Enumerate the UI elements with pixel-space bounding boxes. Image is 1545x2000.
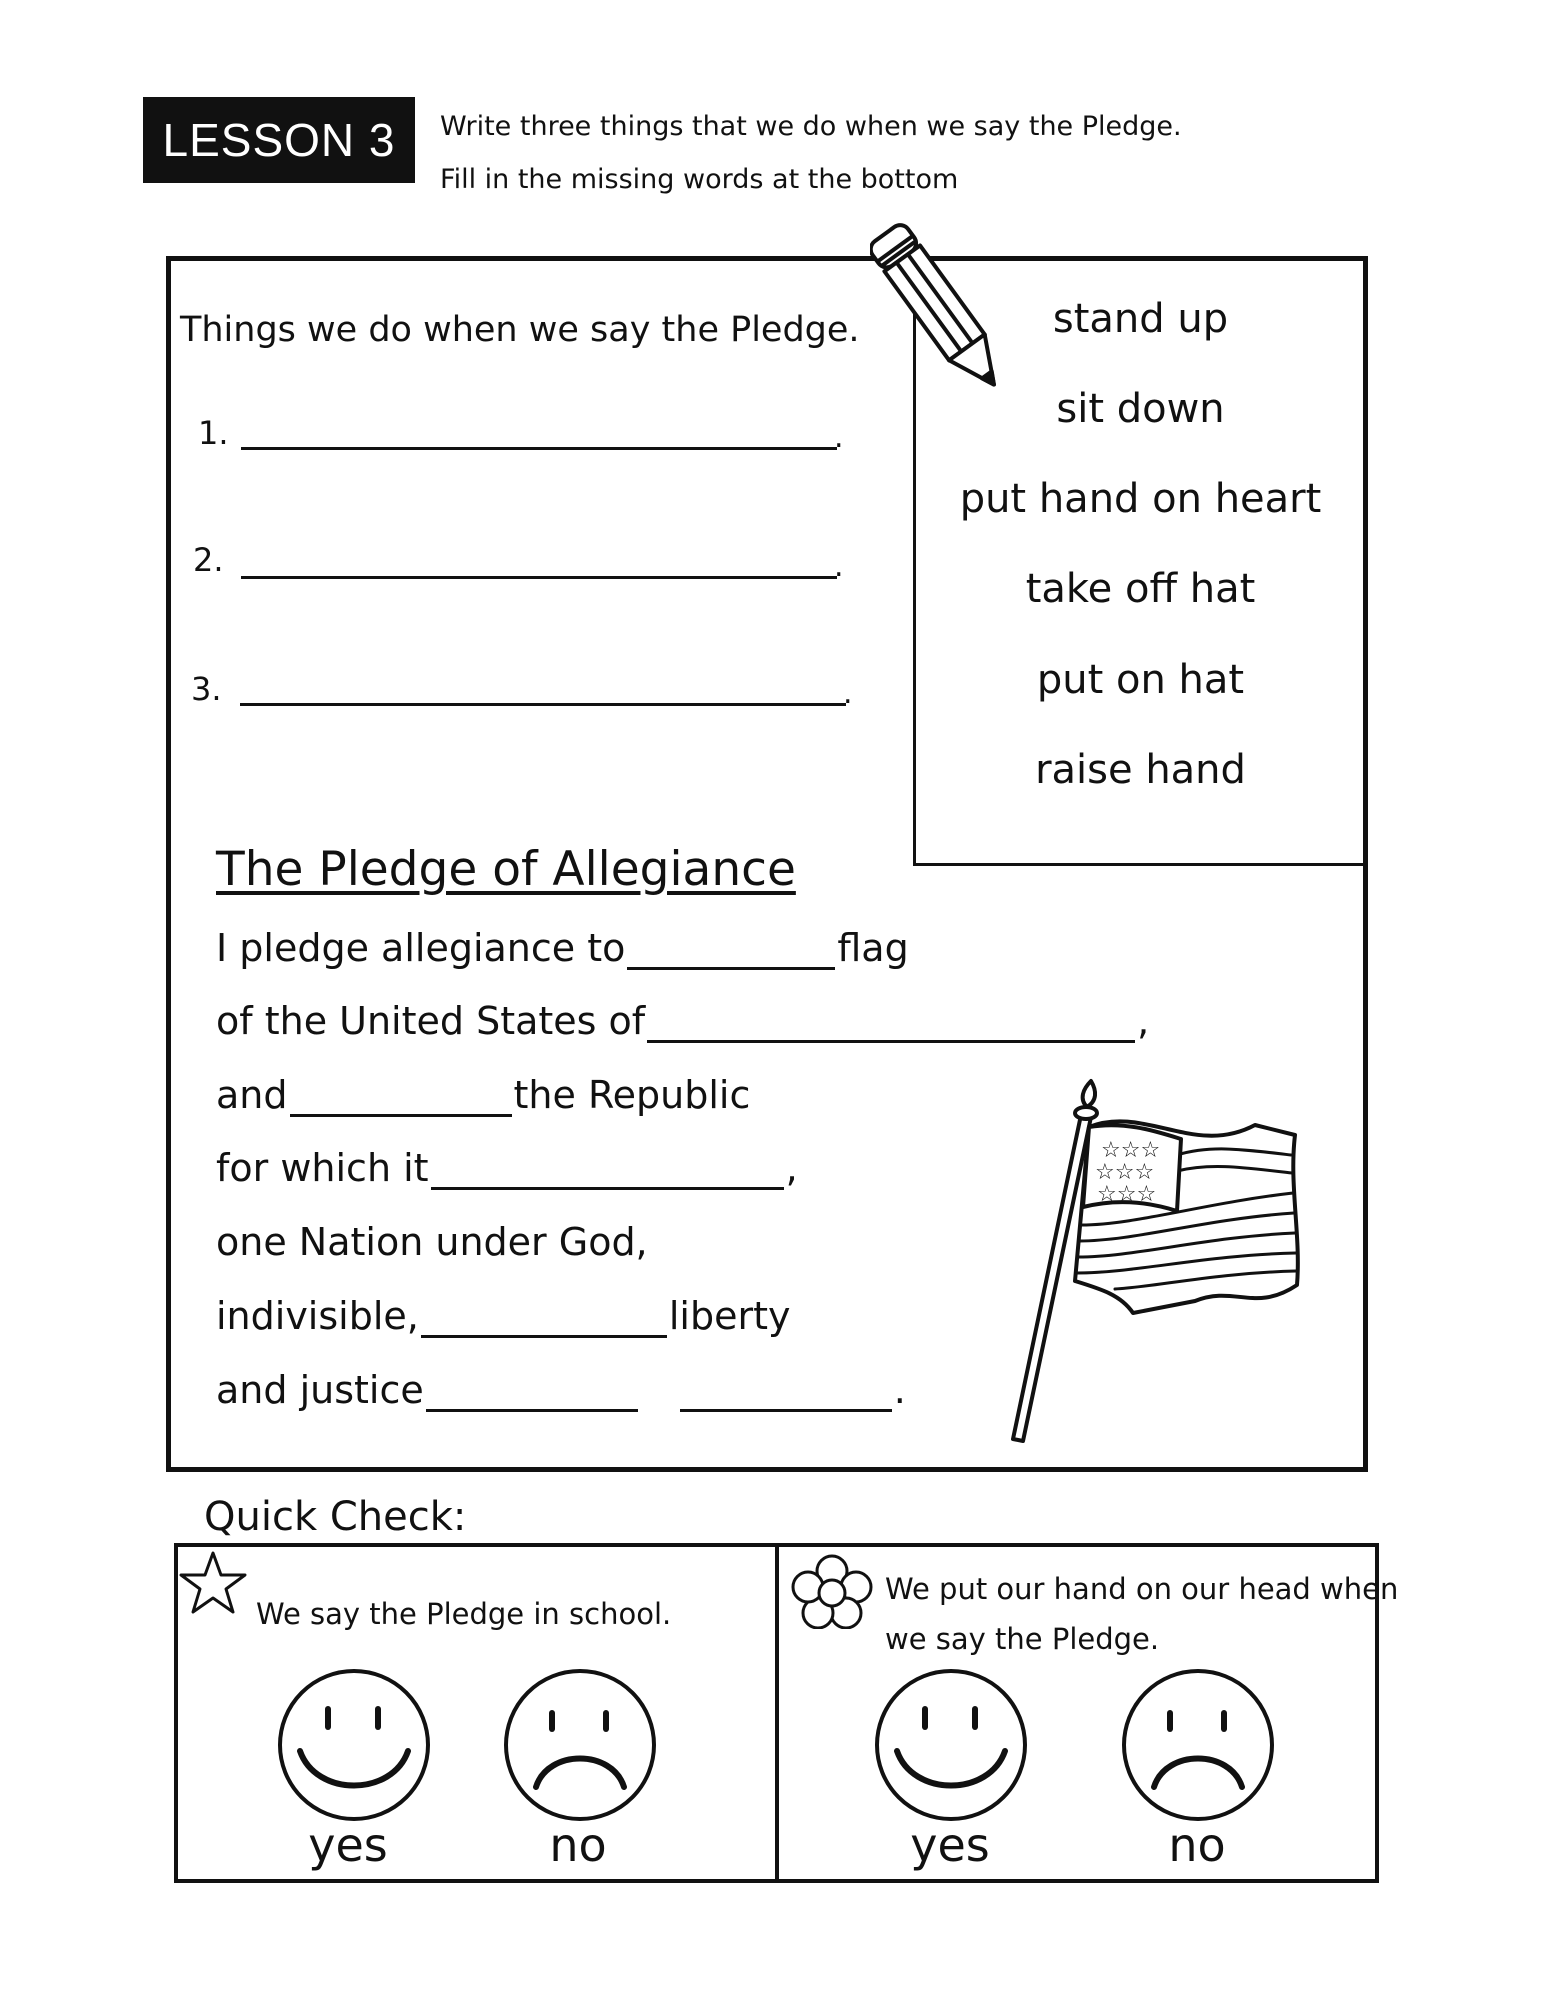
pledge-blank[interactable] bbox=[426, 1373, 638, 1412]
pledge-blank[interactable] bbox=[290, 1078, 512, 1117]
pledge-text: , bbox=[1137, 999, 1150, 1043]
pledge-text: . bbox=[893, 1368, 906, 1412]
pledge-blank[interactable] bbox=[647, 1004, 1135, 1043]
pledge-text: indivisible, bbox=[216, 1294, 419, 1338]
smiley-face-icon[interactable] bbox=[276, 1667, 432, 1823]
pledge-text: I pledge allegiance to bbox=[216, 926, 626, 970]
pledge-text: liberty bbox=[668, 1294, 791, 1338]
no-label: no bbox=[1168, 1818, 1226, 1872]
quick-check-question-2-line-2: we say the Pledge. bbox=[885, 1622, 1160, 1656]
quick-check-question-2-line-1: We put our hand on our head when bbox=[885, 1572, 1399, 1606]
pledge-line-5 bbox=[216, 1220, 648, 1264]
word-bank-item: put hand on heart bbox=[959, 476, 1322, 522]
no-label: no bbox=[549, 1818, 607, 1872]
pledge-text: of the United States of bbox=[216, 999, 646, 1043]
word-bank-item: stand up bbox=[1052, 296, 1229, 342]
answer-number-2: 2. bbox=[193, 541, 224, 579]
pledge-blank[interactable] bbox=[421, 1299, 667, 1338]
word-bank-item: take off hat bbox=[1025, 566, 1256, 612]
pledge-blank[interactable] bbox=[431, 1151, 784, 1190]
pledge-line-4 bbox=[216, 1146, 798, 1190]
pledge-text: and bbox=[216, 1073, 288, 1117]
pledge-blank[interactable] bbox=[627, 931, 835, 970]
yes-label: yes bbox=[308, 1818, 388, 1872]
quick-check-question-1: We say the Pledge in school. bbox=[256, 1597, 672, 1631]
answer-number-1: 1. bbox=[198, 414, 229, 452]
svg-text:☆☆☆: ☆☆☆ bbox=[1097, 1182, 1157, 1207]
pledge-line-7 bbox=[216, 1368, 906, 1412]
things-title: Things we do when we say the Pledge. bbox=[180, 310, 860, 350]
word-bank-item: sit down bbox=[1056, 386, 1225, 432]
flower-icon bbox=[790, 1553, 874, 1629]
pledge-line-2 bbox=[216, 999, 1149, 1043]
pledge-line-1 bbox=[216, 926, 909, 970]
lesson-badge: LESSON 3 bbox=[143, 97, 415, 183]
pledge-text: , bbox=[785, 1146, 798, 1190]
pledge-text: and justice bbox=[216, 1368, 424, 1412]
pledge-line-6 bbox=[216, 1294, 791, 1338]
answer-line-3[interactable] bbox=[240, 703, 846, 706]
sad-face-icon[interactable] bbox=[502, 1667, 658, 1823]
pledge-text: one Nation under God, bbox=[216, 1220, 648, 1264]
pledge-text: for which it bbox=[216, 1146, 429, 1190]
answer-line-1[interactable] bbox=[241, 447, 837, 450]
svg-text:☆☆☆: ☆☆☆ bbox=[1095, 1160, 1155, 1185]
yes-label: yes bbox=[910, 1818, 990, 1872]
american-flag-icon bbox=[1005, 1075, 1315, 1450]
quick-check-box-1 bbox=[174, 1543, 779, 1883]
word-bank-item: raise hand bbox=[1035, 747, 1246, 793]
instruction-line-2: Fill in the missing words at the bottom bbox=[440, 164, 959, 195]
pledge-blank[interactable] bbox=[680, 1373, 892, 1412]
instruction-line-1: Write three things that we do when we say the Pledge. bbox=[440, 111, 1182, 142]
answer-period-1: . bbox=[834, 420, 844, 455]
pledge-title: The Pledge of Allegiance bbox=[216, 842, 796, 897]
quick-check-label: Quick Check: bbox=[204, 1494, 467, 1540]
answer-period-3: . bbox=[843, 676, 853, 711]
sad-face-icon[interactable] bbox=[1120, 1667, 1276, 1823]
svg-text:☆☆☆: ☆☆☆ bbox=[1101, 1138, 1161, 1163]
star-icon bbox=[178, 1550, 248, 1616]
pledge-line-3 bbox=[216, 1073, 750, 1117]
answer-period-2: . bbox=[834, 549, 844, 584]
answer-number-3: 3. bbox=[191, 670, 222, 708]
pledge-text: flag bbox=[837, 926, 909, 970]
answer-line-2[interactable] bbox=[241, 576, 837, 579]
smiley-face-icon[interactable] bbox=[873, 1667, 1029, 1823]
word-bank-item: put on hat bbox=[1036, 657, 1245, 703]
pledge-text: the Republic bbox=[513, 1073, 751, 1117]
